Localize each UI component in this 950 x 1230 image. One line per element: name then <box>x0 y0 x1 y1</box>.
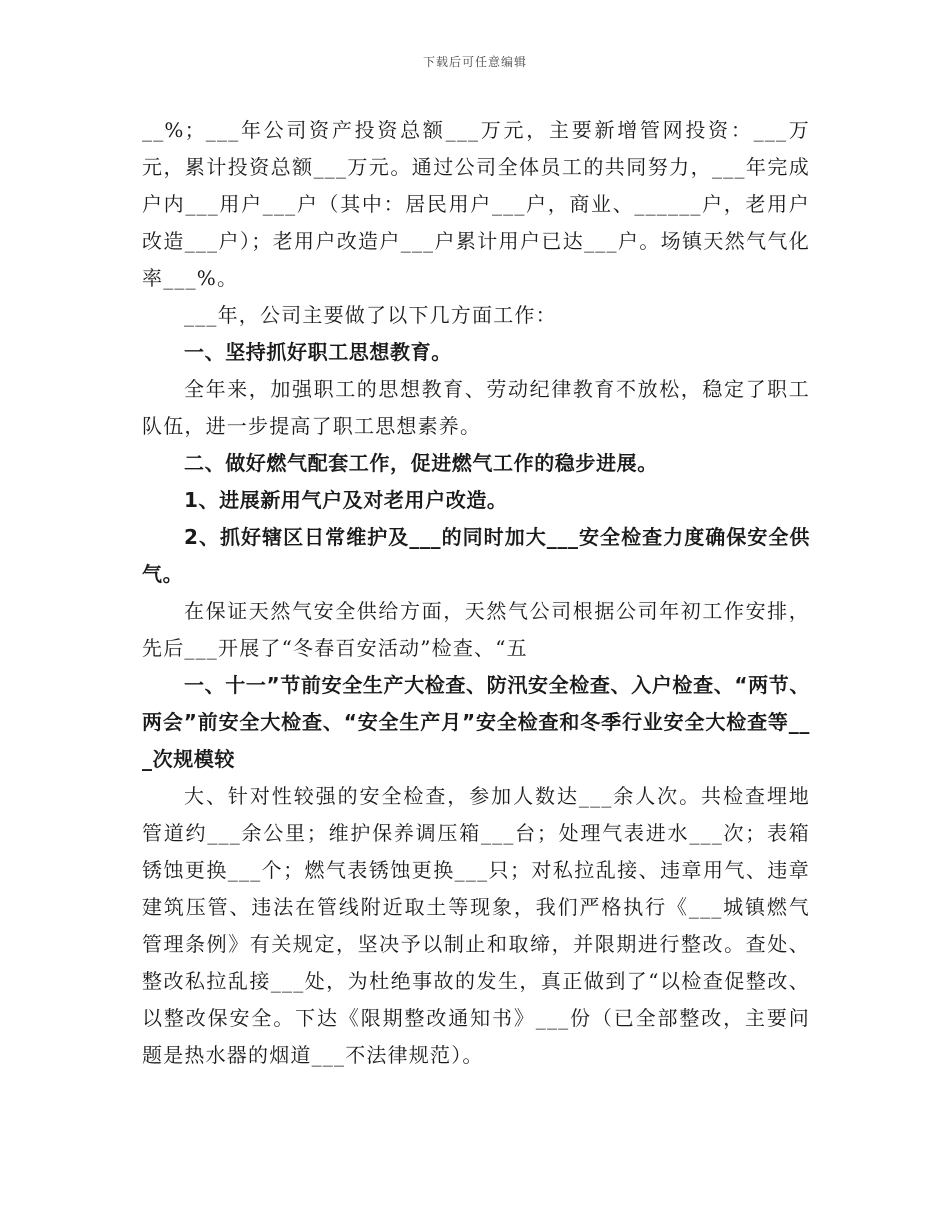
heading-new-users: 1、进展新用气户及对老用户改造。 <box>184 488 508 512</box>
paragraph-staff-education: 全年来，加强职工的思想教育、劳动纪律教育不放松，稳定了职工队伍，进一步提高了职工思想素养。 <box>142 377 810 438</box>
heading-holiday-inspections: 一、十一”节前安全生产大检查、防汛安全检查、入户检查、“两节、两会”前安全大检查、“安全生产月”安全检查和冬季行业安全大检查等___次规模较 <box>142 673 810 771</box>
heading-staff-education: 一、坚持抓好职工思想教育。 <box>184 340 452 364</box>
document-body <box>142 112 810 1074</box>
paragraph-inspection-results: 大、针对性较强的安全检查，参加人数达___余人次。共检查埋地管道约___余公里；维护保养调压箱___台；处理气表进水___次；表箱锈蚀更换___个；燃气表锈蚀更换___只；对私拉乱接、违章用气、违章建筑压管、违法在管线附近取土等现象，我们严格执行《___城镇燃气管理条例》有关规定，坚决予以制止和取缔，并限期进行整改。查处、整改私拉乱接___处，为杜绝事故的发生，真正做到了“以检查促整改、以整改保安全。下达《限期整改通知书》___份（已全部整改，主要问题是热水器的烟道___不法律规范）。 <box>142 784 810 1067</box>
heading-maintenance-safety: 2、抓好辖区日常维护及___的同时加大___安全检查力度确保安全供气。 <box>142 525 810 586</box>
paragraph-investment-summary: __%；___年公司资产投资总额___万元，主要新增管网投资：___万元，累计投资总额___万元。通过公司全体员工的共同努力，___年完成户内___用户___户（其中：居民用户___户，商业、______户，老用户改造___户）；老用户改造户___户累计用户已达___户。场镇天然气气化率___%。 <box>142 118 810 290</box>
paragraph-work-intro: ___年，公司主要做了以下几方面工作： <box>184 303 557 327</box>
paragraph-safety-supply: 在保证天然气安全供给方面，天然气公司根据公司年初工作安排，先后___开展了“冬春百安活动”检查、“五 <box>142 599 810 660</box>
page-header: 下载后可任意编辑 <box>422 55 527 69</box>
heading-gas-supporting-work: 二、做好燃气配套工作，促进燃气工作的稳步进展。 <box>184 451 658 475</box>
